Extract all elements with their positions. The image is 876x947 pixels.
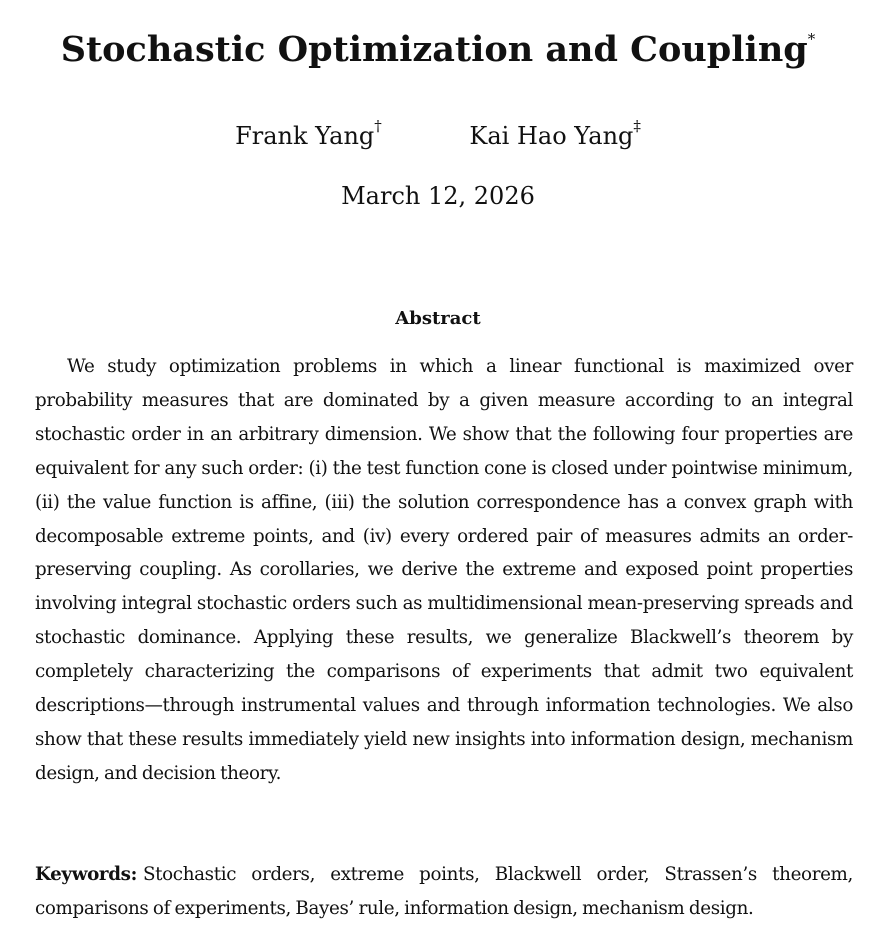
paper-title	[0, 24, 876, 76]
author-footnote-mark: ‡	[633, 117, 641, 135]
author-name: Frank Yang	[235, 122, 375, 150]
author-footnote-mark: †	[374, 117, 382, 135]
title-footnote-mark: *	[807, 30, 816, 49]
keywords-label: Keywords:	[35, 864, 137, 885]
author	[469, 116, 640, 156]
author-list	[0, 116, 876, 156]
keywords	[35, 858, 853, 926]
paper-date: March 12, 2026	[341, 182, 535, 210]
author	[235, 116, 382, 156]
keywords-text: Stochastic orders, extreme points, Blackwell order, Strassen’s theorem, comparisons of experiments, Bayes’ rule, information design, mechanism design.	[35, 864, 853, 919]
abstract-heading: Abstract	[395, 308, 481, 329]
author-name: Kai Hao Yang	[469, 122, 634, 150]
abstract-text: We study optimization problems in which a linear functional is maximized over probability measures that are dominated by a given measure according to an integral stochastic order in an arbitrary dimension. We show that the following four properties are equivalent for any such order: (i) the test function cone is closed under pointwise minimum, (ii) the value function is affine, (iii) the solution correspondence has a convex graph with decomposable extreme points, and (iv) every ordered pair of measures admits an order-preserving coupling. As corollaries, we derive the extreme and exposed point properties involving integral stochastic orders such as multidimensional mean-preserving spreads and stochastic dominance. Applying these results, we generalize Blackwell’s theorem by completely characterizing the comparisons of experiments that admit two equivalent descriptions—through instrumental values and through information technologies. We also show that these results immediately yield new insights into information design, mechanism design, and decision theory.	[35, 356, 853, 784]
title-text: Stochastic Optimization and Coupling	[60, 29, 808, 70]
